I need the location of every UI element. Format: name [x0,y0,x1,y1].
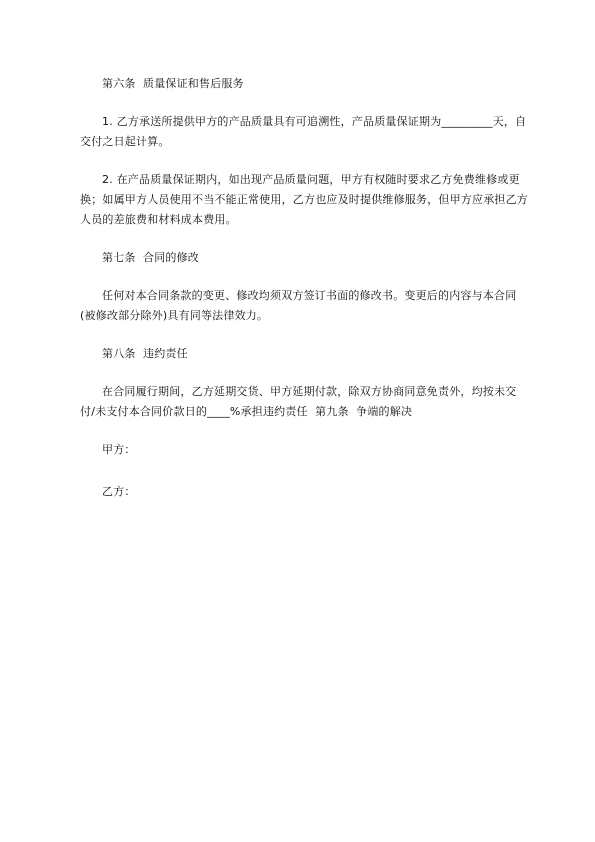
article-6-title: 第六条 质量保证和售后服务 [102,77,244,90]
party-a-signature: 甲方： [102,443,136,456]
party-b-signature: 乙方： [102,485,136,498]
article-8-paragraph-1: 在合同履行期间，乙方延期交货、甲方延期付款，除双方协商同意免责外，均按未交付/未支付本合同价款日的____%承担违约责任 第九条 争端的解决 [80,385,517,418]
article-8-title: 第八条 违约责任 [102,347,188,360]
document-body [80,74,528,502]
article-6-paragraph-1: 1. 乙方承送所提供甲方的产品质量具有可追溯性，产品质量保证期为_________天，自交付之日起计算。 [80,115,527,148]
article-7-paragraph-1: 任何对本合同条款的变更、修改均须双方签订书面的修改书。变更后的内容与本合同(被修改部分除外)具有同等法律效力。 [80,289,517,322]
article-7-title: 第七条 合同的修改 [102,251,199,264]
article-6-paragraph-2: 2. 在产品质量保证期内，如出现产品质量问题，甲方有权随时要求乙方免费维修或更换；如属甲方人员使用不当不能正常使用，乙方也应及时提供维修服务，但甲方应承担乙方人员的差旅费和材料成本费用。 [80,173,528,226]
